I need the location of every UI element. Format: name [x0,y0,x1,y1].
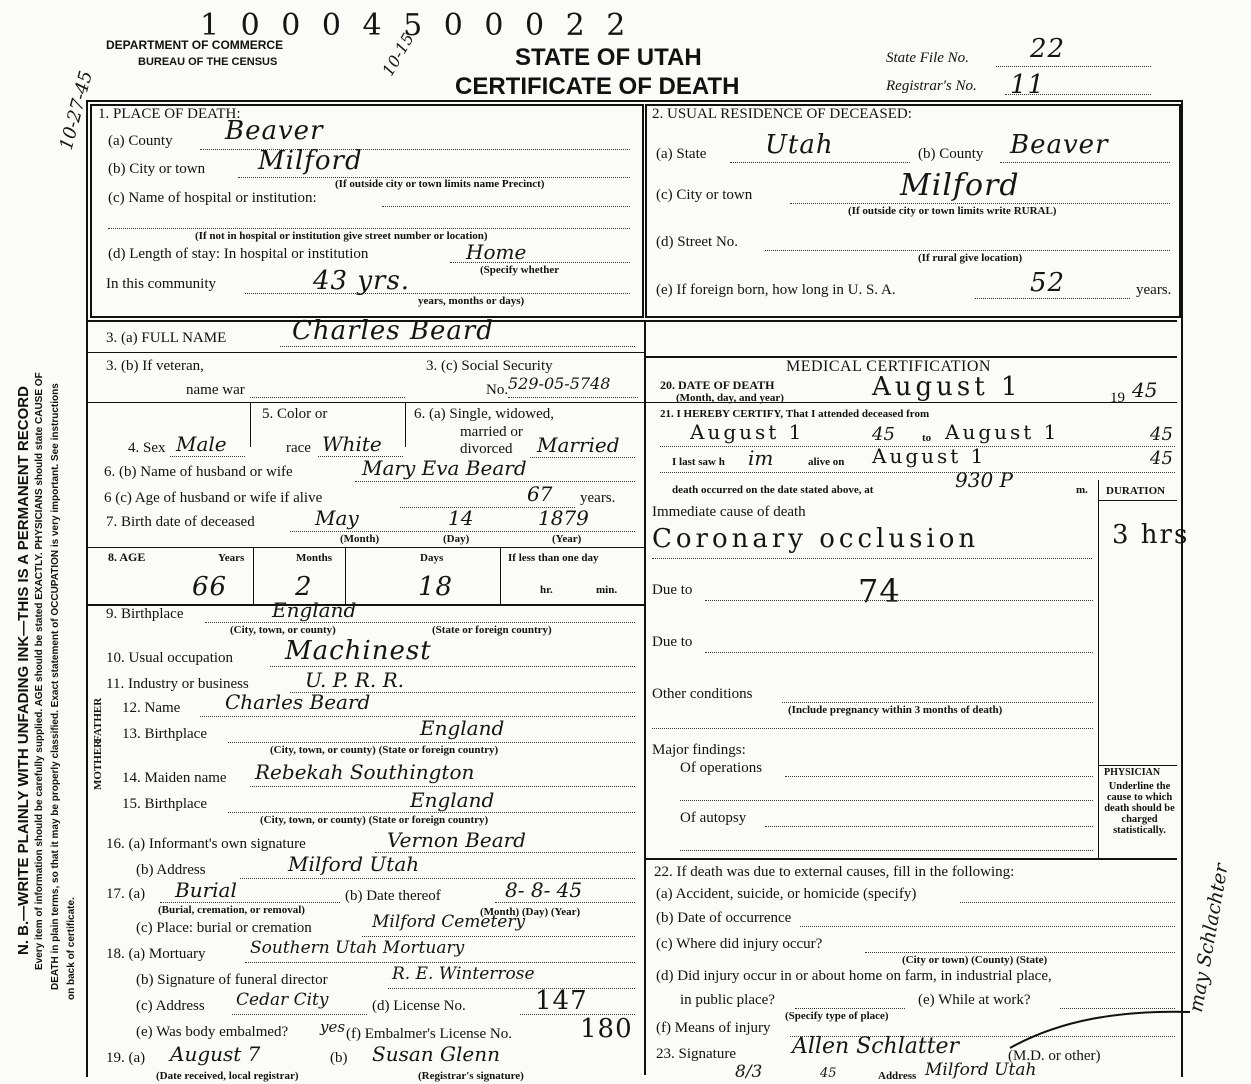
physician-note: Underline the cause to which death should be charged statistically. [1104,781,1175,836]
community-label: In this community [106,276,216,292]
accident-label: (a) Accident, suicide, or homicide (specify) [656,886,917,902]
age-hr-caption: hr. [540,584,553,596]
birthplace-label: 9. Birthplace [106,606,184,622]
spouse-label: 6. (b) Name of husband or wife [104,464,293,480]
injury-location-label: (c) Where did injury occur? [656,936,823,952]
signature-date: 8/3 [735,1062,763,1082]
mother-birthplace-value: England [410,788,495,812]
received-note: (Date received, local registrar) [156,1070,299,1082]
injury-home-label: (d) Did injury occur in or about home on farm, in industrial place, [656,968,1052,984]
mother-name-label: 14. Maiden name [122,770,227,786]
mother-birthplace-label: 15. Birthplace [122,796,207,812]
marital-value: Married [537,433,620,457]
immediate-cause-label: Immediate cause of death [652,504,806,520]
county-label: (a) County [108,133,173,149]
department-label: DEPARTMENT OF COMMERCE [106,38,284,52]
age-days-value: 18 [418,572,454,602]
serial-number: 1 0 0 0 4 5 0 0 0 2 2 [200,8,632,43]
city-value: Milford [258,146,363,176]
mortuary-address-label: (c) Address [136,998,205,1014]
physician-tag: PHYSICIAN [1104,767,1161,778]
birth-day-caption: (Day) [443,533,470,545]
burial-note: (Burial, cremation, or removal) [158,904,305,916]
license-label: (d) License No. [372,998,466,1014]
physician-signature-value: Allen Schlatter [792,1034,960,1059]
birthplace-value: England [272,598,357,622]
marital-label-3: divorced [460,441,513,457]
bureau-label: BUREAU OF THE CENSUS [138,56,278,68]
embalmer-license-label: (f) Embalmer's License No. [346,1026,512,1042]
side-notice-main: N. B.—WRITE PLAINLY WITH UNFADING INK—THIS IS A PERMANENT RECORD [15,386,32,955]
injury-location-note: (City or town) (County) (State) [902,954,1048,966]
community-value: 43 yrs. [313,266,411,296]
date-of-death-year-prefix: 19 [1110,390,1125,406]
res-county-value: Beaver [1010,130,1109,160]
length-of-stay-note: (Specify whether [480,264,560,276]
spouse-age-unit: years. [580,490,616,506]
ssn-value: 529-05-5748 [508,374,611,393]
signature-year: 45 [820,1066,837,1081]
side-notice-line4: on back of certificate. [66,897,77,1000]
certify-label: 21. I HEREBY CERTIFY, That I attended deceased from [660,408,930,420]
duration-value: 3 hrs [1112,520,1190,550]
burial-value: Burial [175,878,237,902]
age-years-caption: Years [218,552,245,564]
hospital-label: (c) Name of hospital or institution: [108,190,317,206]
place-of-death-heading: 1. PLACE OF DEATH: [98,106,241,122]
father-birthplace-value: England [420,716,505,740]
mortuary-value: Southern Utah Mortuary [250,938,465,958]
due-to-1-label: Due to [652,582,693,598]
side-notice-line3: DEATH in plain terms, so that it may be properly classified. Exact statement of OCCUPATION is very important. See instructions [50,383,61,990]
major-findings-label: Major findings: [652,742,746,758]
foreign-born-value: 52 [1030,268,1066,298]
state-title: STATE OF UTAH [515,44,702,71]
am-pm-label: m. [1076,484,1088,496]
left-margin-date: 10-27-45 [55,68,98,153]
means-of-injury-label: (f) Means of injury [656,1020,771,1036]
embalmed-value: yes [320,1018,346,1036]
spouse-value: Mary Eva Beard [362,456,527,480]
city-note: (If outside city or town limits name Precinct) [335,178,545,190]
burial-place-value: Milford Cemetery [372,912,526,932]
attend-to-year: 45 [1150,424,1173,445]
funeral-director-label: (b) Signature of funeral director [136,972,328,988]
industry-label: 11. Industry or business [106,676,249,692]
registrar-number: 11 [1010,70,1046,100]
state-file-number: 22 [1030,34,1066,64]
birthplace-note-1: (City, town, or county) [230,624,336,636]
informant-address-label: (b) Address [136,862,206,878]
mother-tag: MOTHER [92,739,104,790]
certificate-title: CERTIFICATE OF DEATH [455,73,740,100]
registrar-number-label: Registrar's No. [886,78,977,94]
color-label: 5. Color or [262,406,328,422]
spouse-age-value: 67 [527,482,553,506]
birth-month: May [315,506,359,530]
registrar-signature-label: (b) [330,1050,348,1066]
birthplace-note-2: (State or foreign country) [432,624,552,636]
birth-month-caption: (Month) [340,533,380,545]
alive-on-year: 45 [1150,448,1173,469]
last-saw-value: im [748,446,774,470]
age-years-value: 66 [192,572,228,602]
signature-address-label: Address [878,1070,917,1082]
right-margin-signature: may Schlachter [1185,862,1233,1014]
date-of-death-label: 20. DATE OF DEATH [660,378,775,392]
marital-label: 6. (a) Single, widowed, [414,406,554,422]
arrow-squiggle-icon [1000,1000,1200,1060]
date-of-death-value: August 1 [872,372,1022,402]
ssn-no-label: No. [486,382,509,398]
state-file-label: State File No. [886,50,969,66]
death-occurred-label: death occurred on the date stated above, at [672,484,874,496]
physician-signature-label: 23. Signature [656,1046,736,1062]
marital-label-2: married or [460,424,523,440]
last-saw-label: I last saw h [672,456,725,468]
veteran-label: 3. (b) If veteran, [106,358,204,374]
foreign-born-label: (e) If foreign born, how long in U. S. A. [656,282,896,298]
attend-from-value: August 1 [690,420,805,444]
date-of-death-year: 45 [1132,378,1158,402]
veteran-war-label: name war [186,382,245,398]
city-label: (b) City or town [108,161,206,177]
license-value: 147 [535,986,588,1016]
external-causes-label: 22. If death was due to external causes, fill in the following: [654,864,1015,880]
public-place-label: in public place? [680,992,775,1008]
father-name-label: 12. Name [122,700,181,716]
operations-label: Of operations [680,760,763,776]
age-days-caption: Days [420,552,444,564]
ssn-label: 3. (c) Social Security [426,358,553,374]
margin-note: 10-15 [378,29,418,80]
alive-on-value: August 1 [872,444,987,468]
occupation-label: 10. Usual occupation [106,650,234,666]
length-of-stay-label: (d) Length of stay: In hospital or institution [108,246,369,262]
res-street-label: (d) Street No. [656,234,739,250]
burial-place-label: (c) Place: burial or cremation [136,920,312,936]
sex-value: Male [176,432,227,456]
birth-year-caption: (Year) [552,533,582,545]
md-label: (M.D. or other) [1008,1048,1101,1064]
embalmer-license-value: 180 [580,1014,633,1044]
burial-date-label: (b) Date thereof [345,888,441,904]
due-to-2-label: Due to [652,634,693,650]
res-state-label: (a) State [656,146,707,162]
side-notice-line2: Every item of information should be carefully supplied. AGE should be stated EXACTLY. PHYSICIANS should state CAUSE OF [34,372,45,970]
father-name-value: Charles Beard [225,690,371,714]
occupation-value: Machinest [285,636,432,666]
received-value: August 7 [170,1042,261,1066]
informant-label: 16. (a) Informant's own signature [106,836,306,852]
other-conditions-label: Other conditions [652,686,753,702]
birth-day: 14 [448,506,474,530]
while-at-work-label: (e) While at work? [918,992,1031,1008]
age-months-caption: Months [296,552,333,564]
res-county-label: (b) County [918,146,984,162]
other-conditions-note: (Include pregnancy within 3 months of death) [788,704,1003,716]
spouse-age-label: 6 (c) Age of husband or wife if alive [104,490,323,506]
full-name-value: Charles Beard [292,316,494,346]
registrar-signature-value: Susan Glenn [372,1042,500,1066]
medical-heading: MEDICAL CERTIFICATION [786,358,991,375]
attend-to-label: to [922,432,932,444]
mortuary-address-value: Cedar City [236,990,329,1010]
public-place-note: (Specify type of place) [785,1010,889,1022]
community-note: years, months or days) [418,295,525,307]
age-min-caption: min. [596,584,618,596]
attend-to-value: August 1 [945,420,1060,444]
length-of-stay-value: Home [466,240,527,264]
burial-date-note: (Month) (Day) (Year) [480,906,581,918]
autopsy-label: Of autopsy [680,810,747,826]
sex-label: 4. Sex [128,440,166,456]
age-lessday-caption: If less than one day [508,552,599,564]
race-label: race [286,440,311,456]
age-months-value: 2 [295,572,313,602]
alive-on-label: alive on [808,456,845,468]
county-value: Beaver [225,116,324,146]
attend-from-year: 45 [872,424,895,445]
immediate-cause-value: Coronary occlusion [652,524,980,554]
res-city-note: (If outside city or town limits write RURAL) [848,205,1057,217]
res-city-label: (c) City or town [656,187,753,203]
res-city-value: Milford [900,168,1020,203]
birth-year: 1879 [538,506,589,530]
hospital-note: (If not in hospital or institution give street number or location) [195,230,488,242]
funeral-director-value: R. E. Winterrose [392,964,535,984]
registrar-signature-note: (Registrar's signature) [418,1070,524,1082]
informant-address-value: Milford Utah [288,852,420,876]
received-label: 19. (a) [106,1050,146,1066]
father-birthplace-note: (City, town, or county) (State or foreign country) [270,744,499,756]
burial-label: 17. (a) [106,886,146,902]
due-to-1-value: 74 [858,572,901,610]
res-state-value: Utah [765,130,834,160]
occurrence-date-label: (b) Date of occurrence [656,910,792,926]
father-birthplace-label: 13. Birthplace [122,726,207,742]
full-name-label: 3. (a) FULL NAME [106,330,227,346]
residence-heading: 2. USUAL RESIDENCE OF DECEASED: [652,106,912,122]
signature-address-value: Milford Utah [925,1060,1037,1080]
mother-birthplace-note: (City, town, or county) (State or foreign country) [260,814,489,826]
mortuary-label: 18. (a) Mortuary [106,946,206,962]
birth-date-label: 7. Birth date of deceased [106,514,255,530]
death-time-value: 930 P [955,468,1013,492]
res-street-note: (If rural give location) [918,252,1023,264]
father-tag: FATHER [92,697,104,742]
age-label: 8. AGE [108,550,146,564]
date-of-death-caption: (Month, day, and year) [676,392,784,404]
race-value: White [322,432,382,456]
industry-value: U. P. R. R. [305,668,405,692]
mother-name-value: Rebekah Southington [255,760,475,784]
foreign-born-unit: years. [1136,282,1172,298]
duration-label: DURATION [1106,485,1166,497]
informant-value: Vernon Beard [387,828,526,852]
burial-date-value: 8- 8- 45 [505,878,583,902]
embalmed-label: (e) Was body embalmed? [136,1024,289,1040]
